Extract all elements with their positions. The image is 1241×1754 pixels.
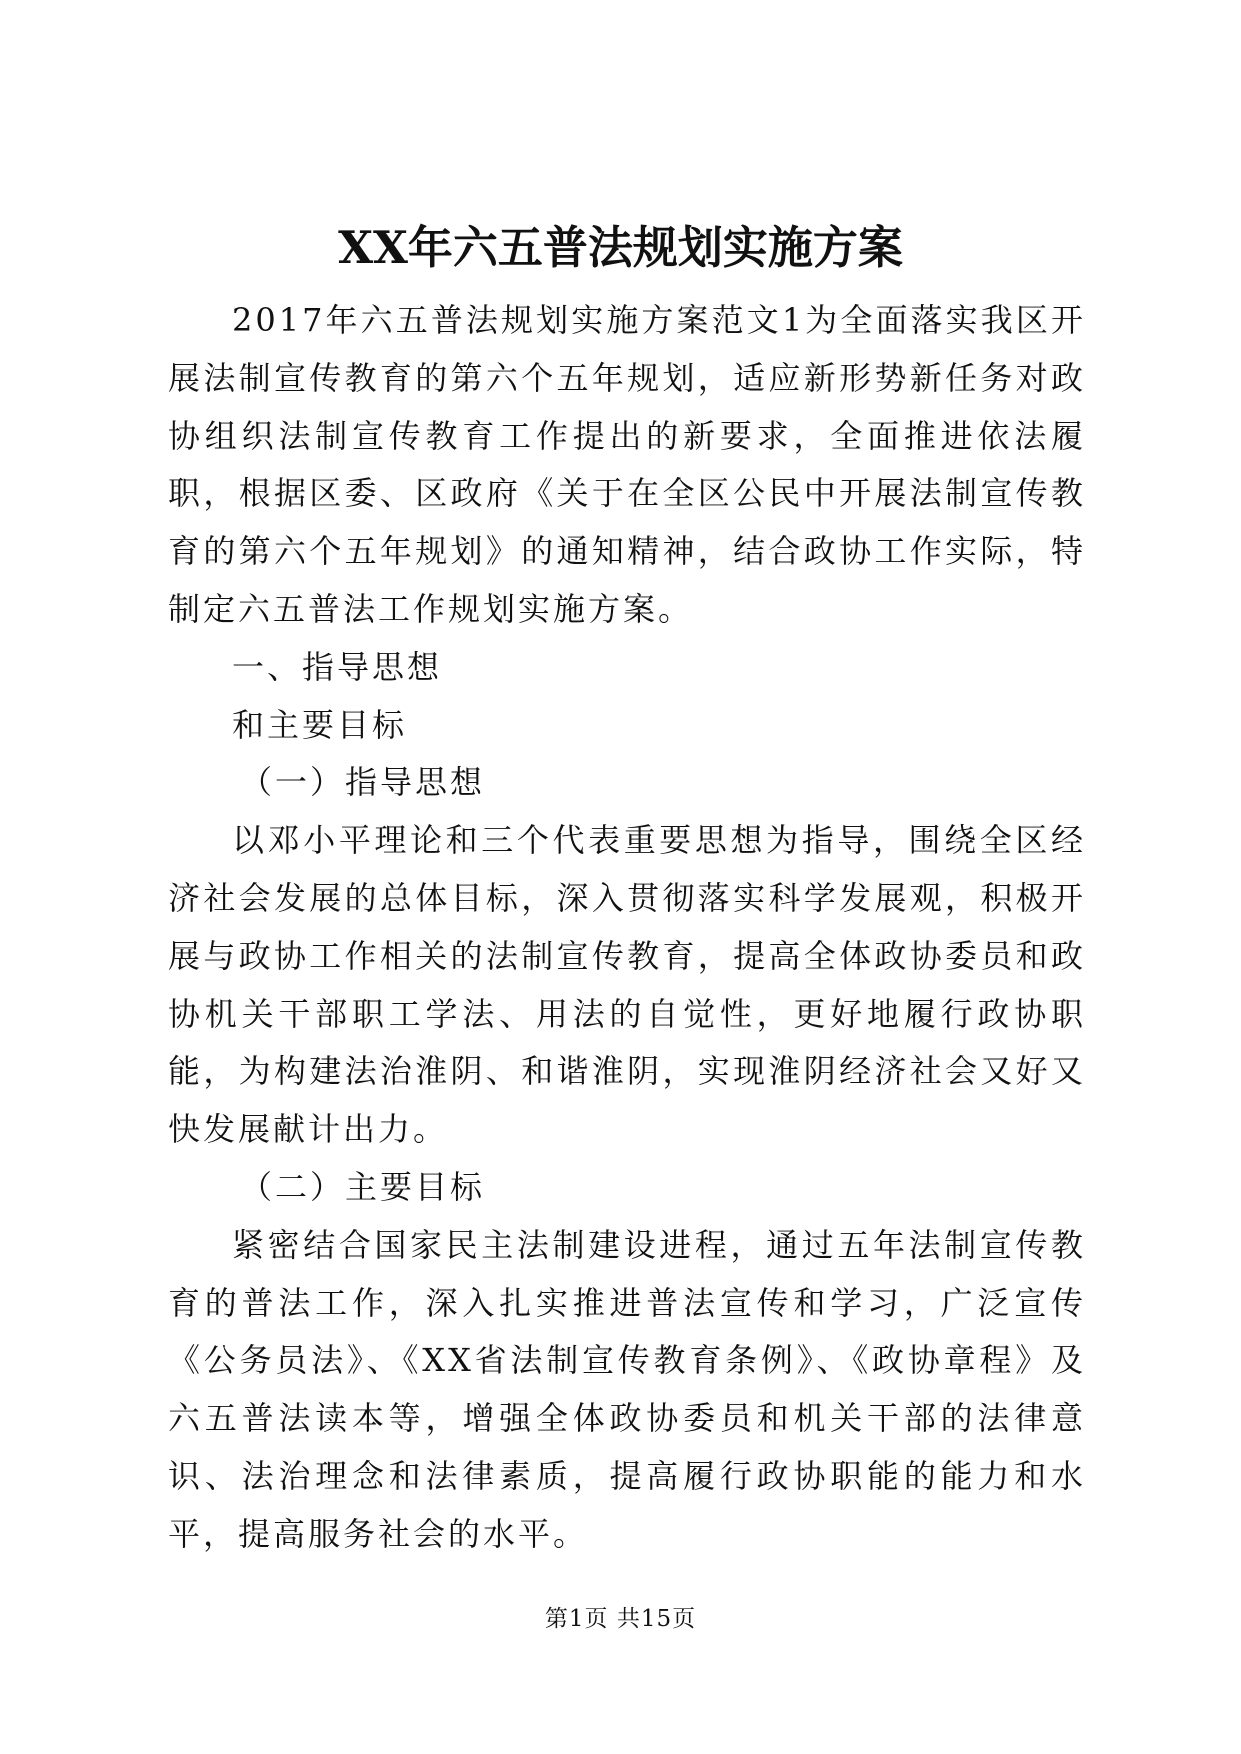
page-indicator: 第1页 共15页: [544, 1606, 697, 1632]
subsection-heading-main-goals: （二）主要目标: [240, 1167, 486, 1206]
subsection-heading-guiding-ideology: （一）指导思想: [240, 763, 486, 802]
intro-paragraph: 2017年六五普法规划实施方案范文1为全面落实我区开展法制宣传教育的第六个五年规划，适应新形势新任务对政协组织法制宣传教育工作提出的新要求，全面推进依法履职，根据区委、区政府《关于在全区公民中开展法制宣传教育的第六个五年规划》的通知精神，结合政协工作实际，特制定六五普法工作规划实施方案。: [168, 301, 1086, 628]
document-body: [168, 292, 1086, 1564]
section-heading-guiding-ideology: 一、指导思想: [232, 647, 443, 686]
section-heading-continuation: 和主要目标: [232, 705, 408, 744]
main-goals-paragraph: 紧密结合国家民主法制建设进程，通过五年法制宣传教育的普法工作，深入扎实推进普法宣传和学习，广泛宣传《公务员法》、《XX省法制宣传教育条例》、《政协章程》及六五普法读本等，增强全体政协委员和机关干部的法律意识、法治理念和法律素质，提高履行政协职能的能力和水平，提高服务社会的水平。: [168, 1225, 1086, 1553]
document-title: XX年六五普法规划实施方案: [338, 221, 903, 274]
guiding-ideology-paragraph: 以邓小平理论和三个代表重要思想为指导，围绕全区经济社会发展的总体目标，深入贯彻落实科学发展观，积极开展与政协工作相关的法制宣传教育，提高全体政协委员和政协机关干部职工学法、用法的自觉性，更好地履行政协职能，为构建法治淮阴、和谐淮阴，实现淮阴经济社会又好又快发展献计出力。: [168, 821, 1086, 1149]
